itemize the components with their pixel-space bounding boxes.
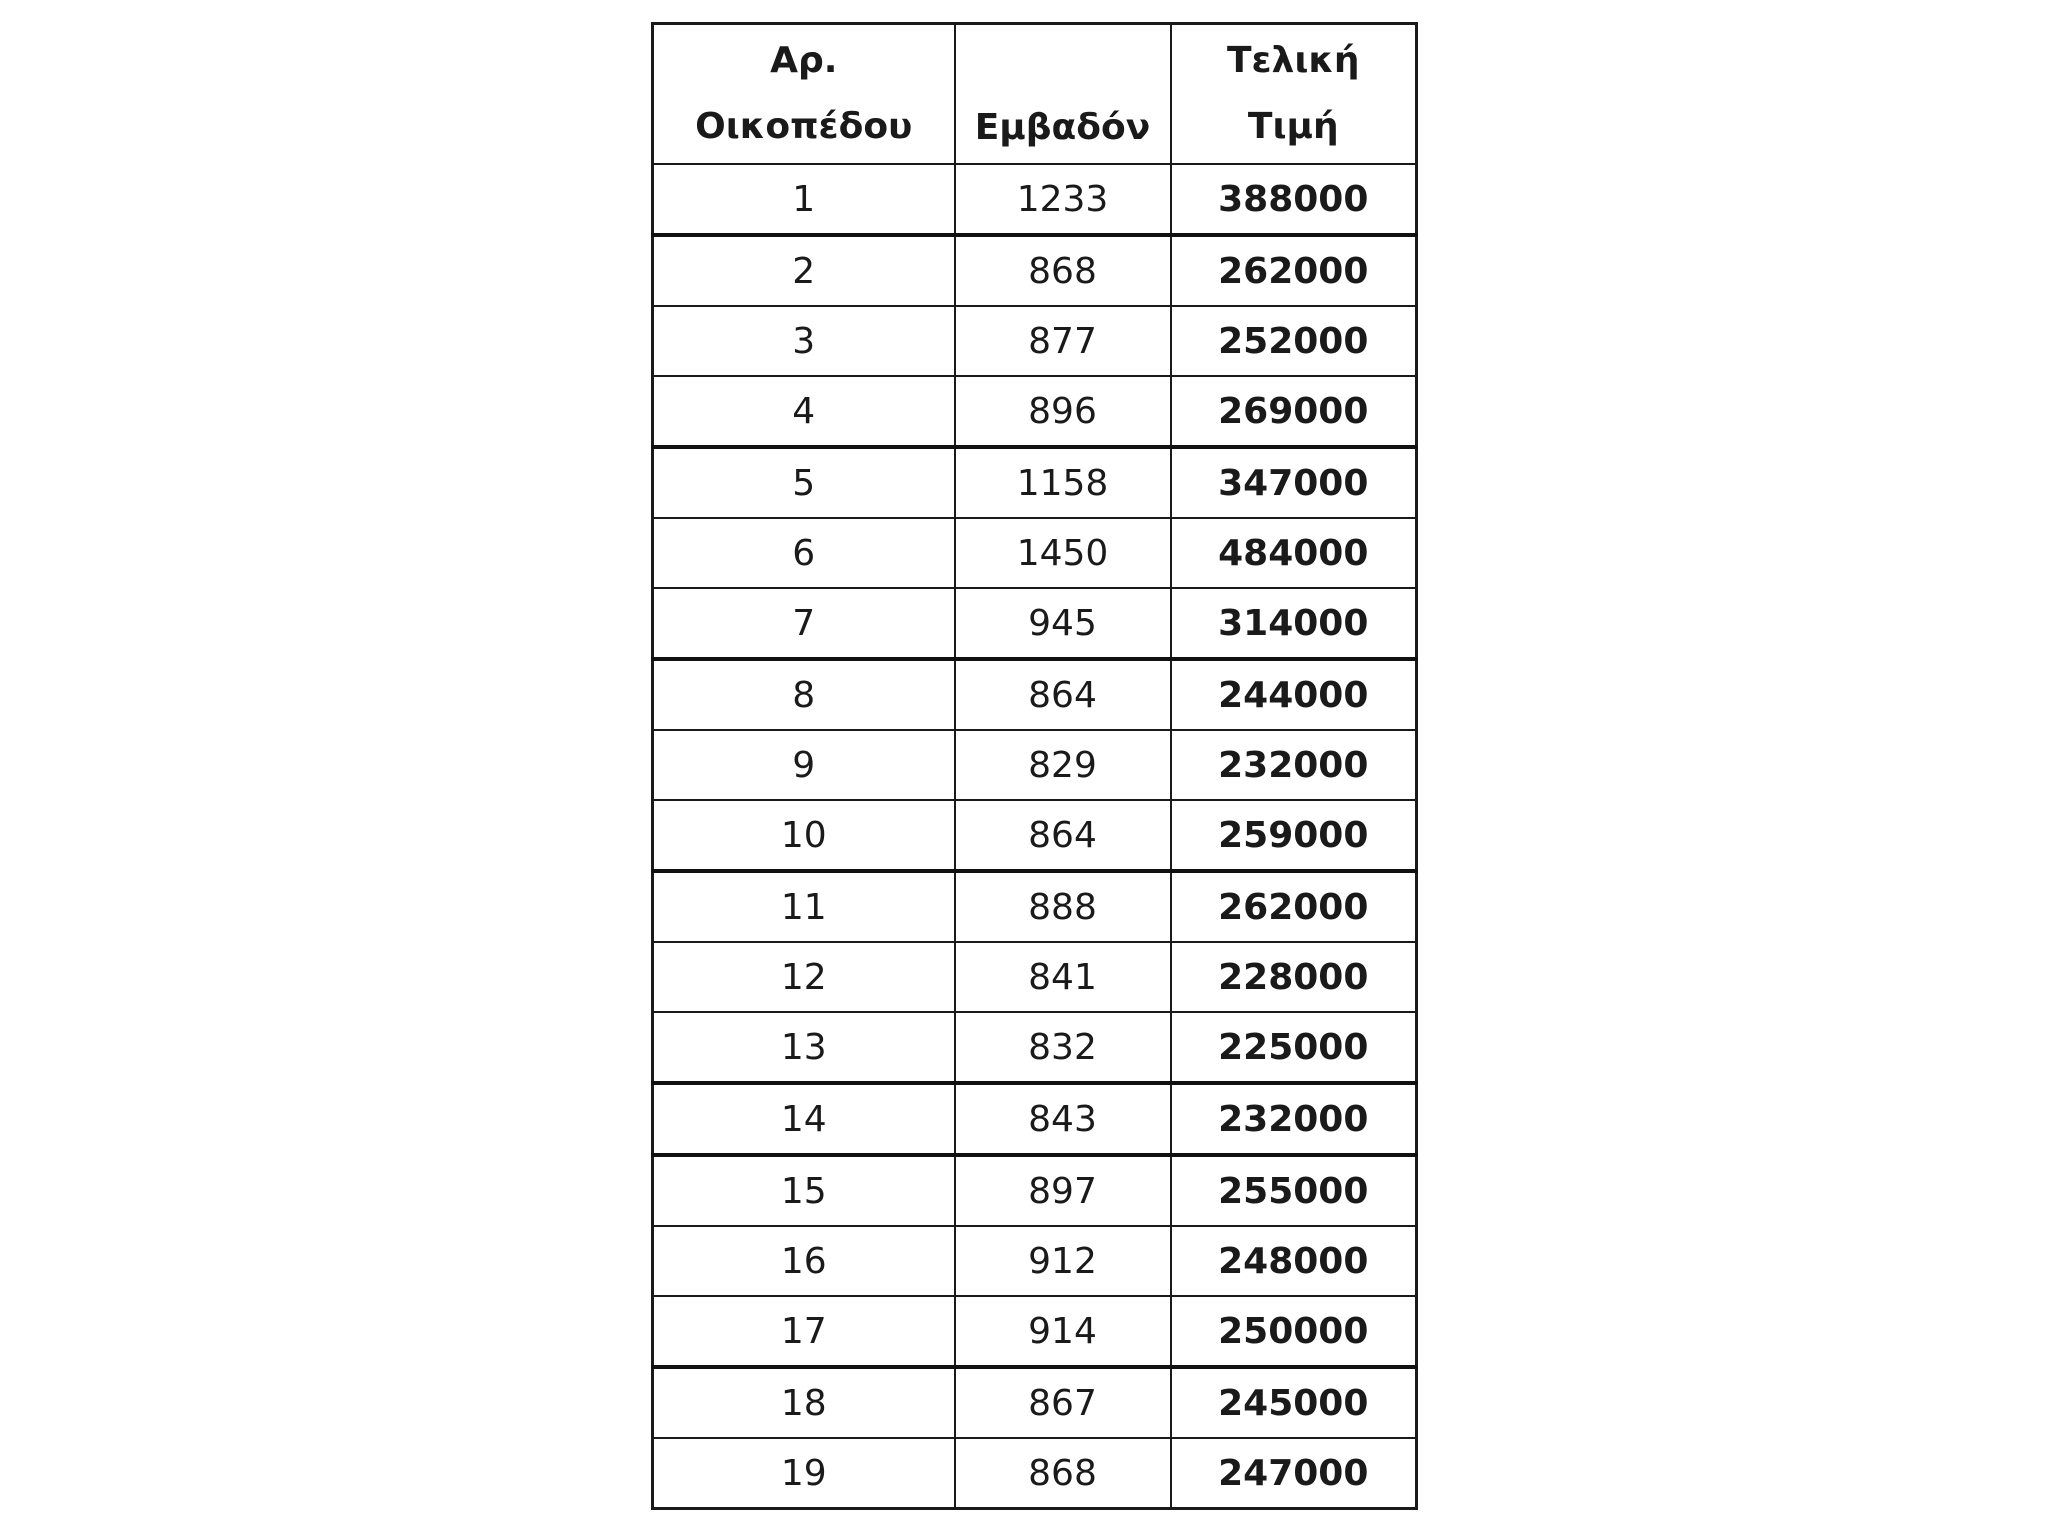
cell-final-price: 262000 <box>1171 235 1417 306</box>
cell-area: 832 <box>955 1012 1171 1083</box>
header-row <box>653 24 1417 165</box>
cell-final-price: 388000 <box>1171 164 1417 235</box>
table-row <box>653 1226 1417 1296</box>
cell-final-price: 250000 <box>1171 1296 1417 1367</box>
table-body <box>653 164 1417 1509</box>
table-row <box>653 235 1417 306</box>
cell-plot-number: 12 <box>653 942 955 1012</box>
header-plot-number-line-1: Αρ. <box>770 40 838 81</box>
cell-final-price: 245000 <box>1171 1367 1417 1438</box>
cell-plot-number: 7 <box>653 588 955 659</box>
cell-plot-number: 3 <box>653 306 955 376</box>
cell-final-price: 252000 <box>1171 306 1417 376</box>
plot-price-table <box>651 22 1418 1510</box>
cell-area: 829 <box>955 730 1171 800</box>
cell-plot-number: 8 <box>653 659 955 730</box>
header-plot-number-line-2: Οικοπέδου <box>695 106 913 147</box>
cell-final-price: 269000 <box>1171 376 1417 447</box>
cell-plot-number: 18 <box>653 1367 955 1438</box>
cell-final-price: 484000 <box>1171 518 1417 588</box>
table-row <box>653 518 1417 588</box>
cell-final-price: 232000 <box>1171 730 1417 800</box>
cell-plot-number: 13 <box>653 1012 955 1083</box>
table-row <box>653 1083 1417 1155</box>
cell-area: 888 <box>955 871 1171 942</box>
cell-final-price: 255000 <box>1171 1155 1417 1226</box>
cell-plot-number: 4 <box>653 376 955 447</box>
cell-plot-number: 15 <box>653 1155 955 1226</box>
cell-plot-number: 19 <box>653 1438 955 1509</box>
cell-final-price: 247000 <box>1171 1438 1417 1509</box>
cell-plot-number: 6 <box>653 518 955 588</box>
header-final-price <box>1171 24 1417 165</box>
cell-plot-number: 1 <box>653 164 955 235</box>
cell-area: 843 <box>955 1083 1171 1155</box>
table-row <box>653 588 1417 659</box>
table-row <box>653 447 1417 518</box>
table-row <box>653 164 1417 235</box>
cell-area: 864 <box>955 659 1171 730</box>
cell-final-price: 232000 <box>1171 1083 1417 1155</box>
cell-plot-number: 16 <box>653 1226 955 1296</box>
table-row <box>653 1155 1417 1226</box>
cell-plot-number: 17 <box>653 1296 955 1367</box>
table-header <box>653 24 1417 165</box>
cell-area: 896 <box>955 376 1171 447</box>
table-row <box>653 1438 1417 1509</box>
table-row <box>653 942 1417 1012</box>
header-plot-number <box>653 24 955 165</box>
cell-area: 945 <box>955 588 1171 659</box>
table-row <box>653 871 1417 942</box>
cell-area: 867 <box>955 1367 1171 1438</box>
cell-area: 864 <box>955 800 1171 871</box>
cell-area: 841 <box>955 942 1171 1012</box>
cell-plot-number: 10 <box>653 800 955 871</box>
cell-final-price: 347000 <box>1171 447 1417 518</box>
header-area <box>955 24 1171 165</box>
table-row <box>653 1367 1417 1438</box>
cell-final-price: 314000 <box>1171 588 1417 659</box>
cell-plot-number: 5 <box>653 447 955 518</box>
cell-area: 897 <box>955 1155 1171 1226</box>
cell-final-price: 228000 <box>1171 942 1417 1012</box>
cell-area: 914 <box>955 1296 1171 1367</box>
table-row <box>653 1012 1417 1083</box>
cell-area: 1158 <box>955 447 1171 518</box>
table-row <box>653 730 1417 800</box>
header-area-label: Εμβαδόν <box>974 107 1151 148</box>
cell-area: 912 <box>955 1226 1171 1296</box>
cell-plot-number: 9 <box>653 730 955 800</box>
cell-plot-number: 11 <box>653 871 955 942</box>
cell-plot-number: 2 <box>653 235 955 306</box>
header-final-price-line-1: Τελική <box>1226 40 1360 81</box>
cell-area: 1450 <box>955 518 1171 588</box>
cell-final-price: 259000 <box>1171 800 1417 871</box>
cell-area: 868 <box>955 1438 1171 1509</box>
cell-plot-number: 14 <box>653 1083 955 1155</box>
cell-area: 868 <box>955 235 1171 306</box>
table-row <box>653 659 1417 730</box>
table-row <box>653 800 1417 871</box>
cell-area: 1233 <box>955 164 1171 235</box>
cell-area: 877 <box>955 306 1171 376</box>
table-row <box>653 376 1417 447</box>
table-row <box>653 1296 1417 1367</box>
cell-final-price: 244000 <box>1171 659 1417 730</box>
header-final-price-line-2: Τιμή <box>1247 106 1339 147</box>
cell-final-price: 225000 <box>1171 1012 1417 1083</box>
cell-final-price: 262000 <box>1171 871 1417 942</box>
cell-final-price: 248000 <box>1171 1226 1417 1296</box>
table-row <box>653 306 1417 376</box>
